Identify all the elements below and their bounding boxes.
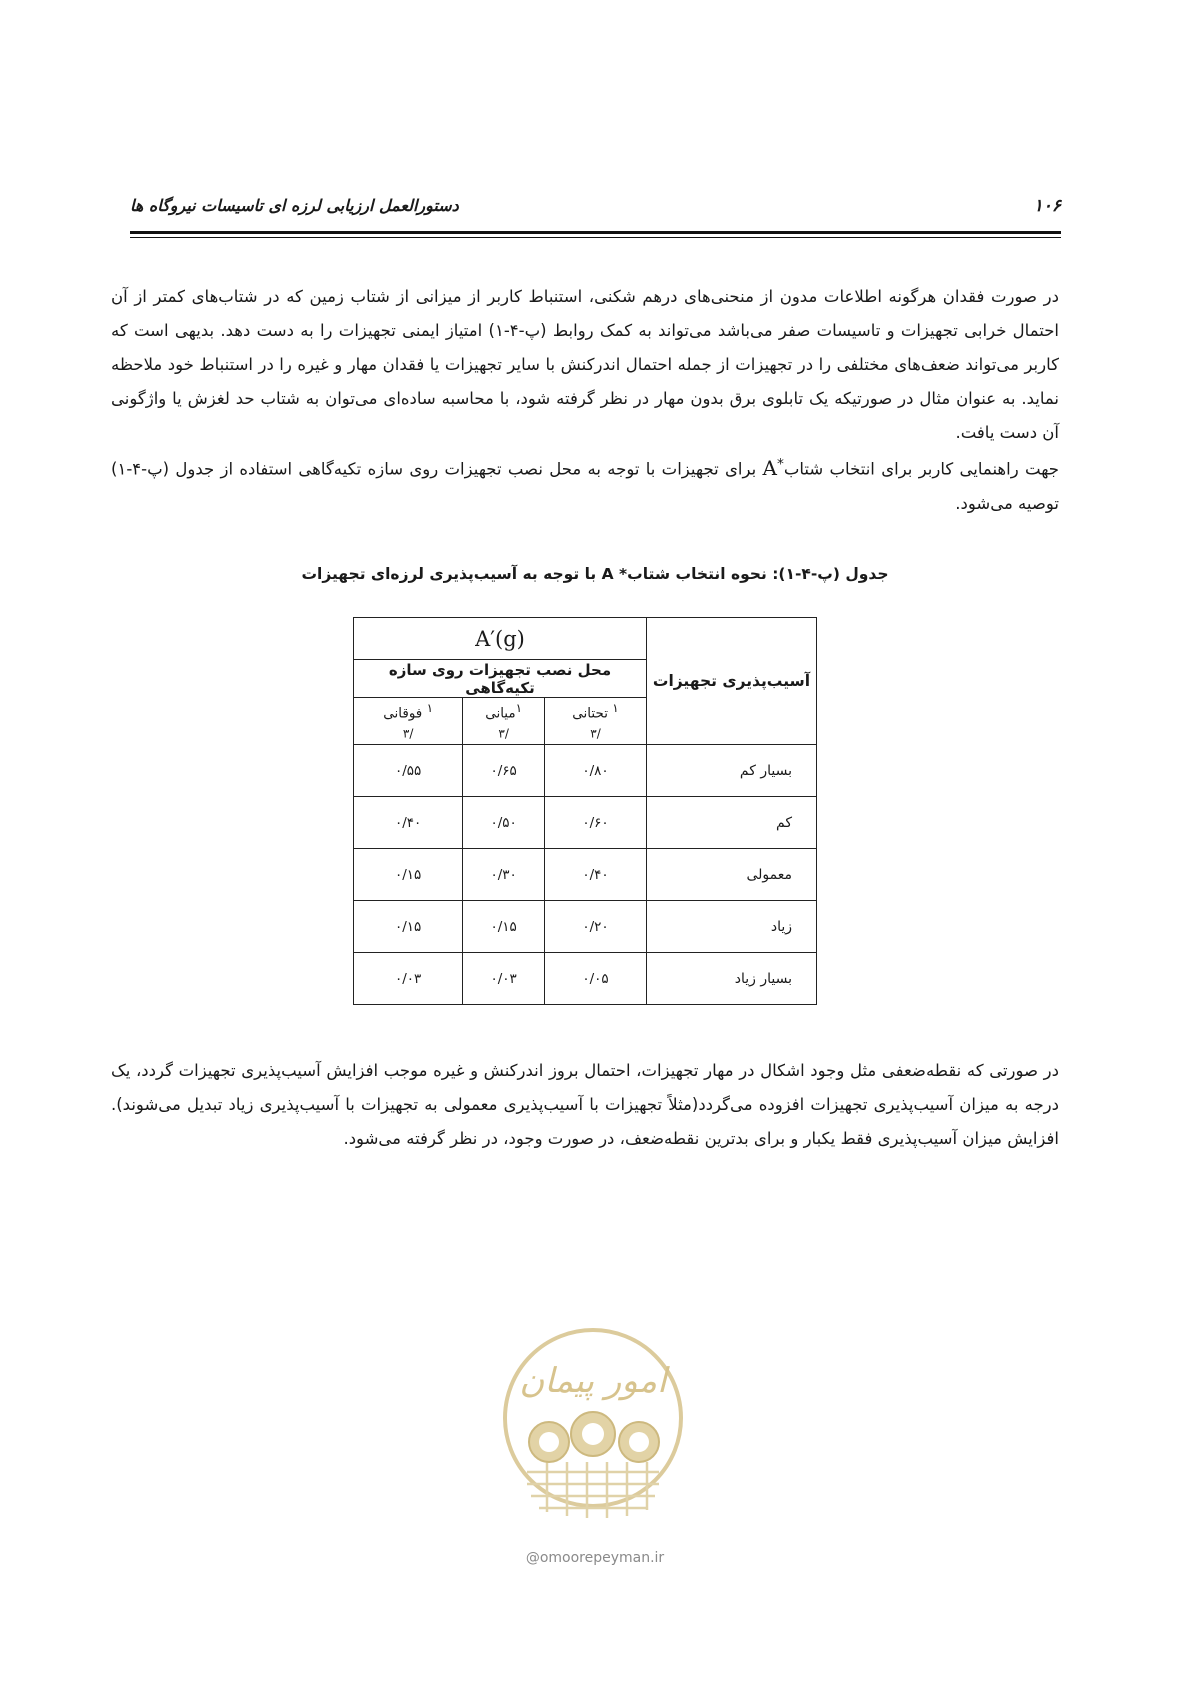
- table-row: [354, 901, 817, 953]
- paragraph-2-after: برای تجهیزات با توجه به محل نصب تجهیزات روی سازه تکیه‌گاهی استفاده از جدول (پ-۴-۱) توصیه می‌شود.: [111, 459, 1059, 513]
- table-row: [354, 953, 817, 1005]
- cell-upper: ۰/۱۵: [354, 901, 463, 953]
- watermark-logo-icon: [497, 1322, 689, 1534]
- cell-lower: ۰/۶۰: [545, 797, 647, 849]
- vulnerability-header: آسیب‌پذیری تجهیزات: [647, 618, 817, 745]
- row-category: بسیار زیاد: [647, 953, 817, 1005]
- table-row: [354, 797, 817, 849]
- cell-middle: ۰/۱۵: [463, 901, 545, 953]
- acceleration-table: [353, 617, 817, 1005]
- header-title: دستورالعمل ارزیابی لرزه ای تاسیسات نیروگاه ها: [130, 196, 459, 215]
- svg-text:امور پیمان: امور پیمان: [519, 1361, 667, 1401]
- sub-header-upper: ۱ فوقانی /۳: [354, 698, 463, 745]
- paragraph-3: در صورتی که نقطه‌ضعفی مثل وجود اشکال در مهار تجهیزات، احتمال بروز اندرکنش و غیره موجب افزایش آسیب‌پذیری تجهیزات گردد، یک درجه به میزان آسیب‌پذیری تجهیزات افزوده می‌گردد(مثلاً تجهیزات با آسیب‌پذیری معمولی به تجهیزات با آسیب‌پذیری زیاد تبدیل می‌شوند). افزایش میزان آسیب‌پذیری فقط یکبار و برای بدترین نقطه‌ضعف، در صورت وجود، در نظر گرفته می‌شود.: [111, 1061, 1059, 1148]
- cell-lower: ۰/۸۰: [545, 745, 647, 797]
- cell-upper: ۰/۴۰: [354, 797, 463, 849]
- cell-lower: ۰/۴۰: [545, 849, 647, 901]
- table-caption: جدول (پ-۴-۱): نحوه انتخاب شتاب* A با توجه به آسیب‌پذیری لرزه‌ای تجهیزات: [301, 565, 889, 583]
- paragraph-2: [111, 447, 1059, 521]
- header-rule-thin: [130, 237, 1061, 238]
- paragraph-2-before: جهت راهنمایی کاربر برای انتخاب شتاب: [783, 459, 1059, 479]
- header-rule-thick: [130, 231, 1061, 234]
- sub-header-middle: ۱میانی /۳: [463, 698, 545, 745]
- cell-lower: ۰/۲۰: [545, 901, 647, 953]
- table-row: [354, 849, 817, 901]
- row-category: معمولی: [647, 849, 817, 901]
- cell-middle: ۰/۳۰: [463, 849, 545, 901]
- row-category: کم: [647, 797, 817, 849]
- cell-middle: ۰/۰۳: [463, 953, 545, 1005]
- cell-upper: ۰/۱۵: [354, 849, 463, 901]
- acceleration-symbol: *A: [762, 455, 784, 480]
- cell-middle: ۰/۶۵: [463, 745, 545, 797]
- cell-upper: ۰/۰۳: [354, 953, 463, 1005]
- cell-middle: ۰/۵۰: [463, 797, 545, 849]
- cell-upper: ۰/۵۵: [354, 745, 463, 797]
- cell-lower: ۰/۰۵: [545, 953, 647, 1005]
- row-category: بسیار کم: [647, 745, 817, 797]
- watermark-site: @omoorepeyman.ir: [525, 1550, 665, 1566]
- running-header: [130, 196, 1061, 222]
- ag-header: A′(g): [354, 618, 647, 660]
- row-category: زیاد: [647, 901, 817, 953]
- paragraph-1: در صورت فقدان هرگونه اطلاعات مدون از منحنی‌های درهم شکنی، استنباط کاربر از میزانی از شتاب زمین که در شتاب‌های کمتر از آن احتمال خرابی تجهیزات و تاسیسات صفر می‌باشد می‌تواند به کمک روابط (پ-۴-۱) امتیاز ایمنی تجهیزات را به دست دهد. بدیهی است که کاربر می‌تواند ضعف‌های مختلفی را در تجهیزات از جمله احتمال اندرکنش با سایر تجهیزات یا فقدان مهار و غیره را در استنباط خود ملاحظه نماید. به عنوان مثال در صورتیکه یک تابلوی برق بدون مهار در نظر گرفته شود، با محاسبه ساده‌ای می‌توان به شتاب حد لغزش یا واژگونی آن دست یافت.: [111, 287, 1059, 442]
- page-number: ۱۰۶: [1033, 196, 1061, 216]
- location-header: محل نصب تجهیزات روی سازه تکیه‌گاهی: [354, 660, 647, 698]
- sub-header-lower: ۱ تحتانی /۳: [545, 698, 647, 745]
- table-row: [354, 745, 817, 797]
